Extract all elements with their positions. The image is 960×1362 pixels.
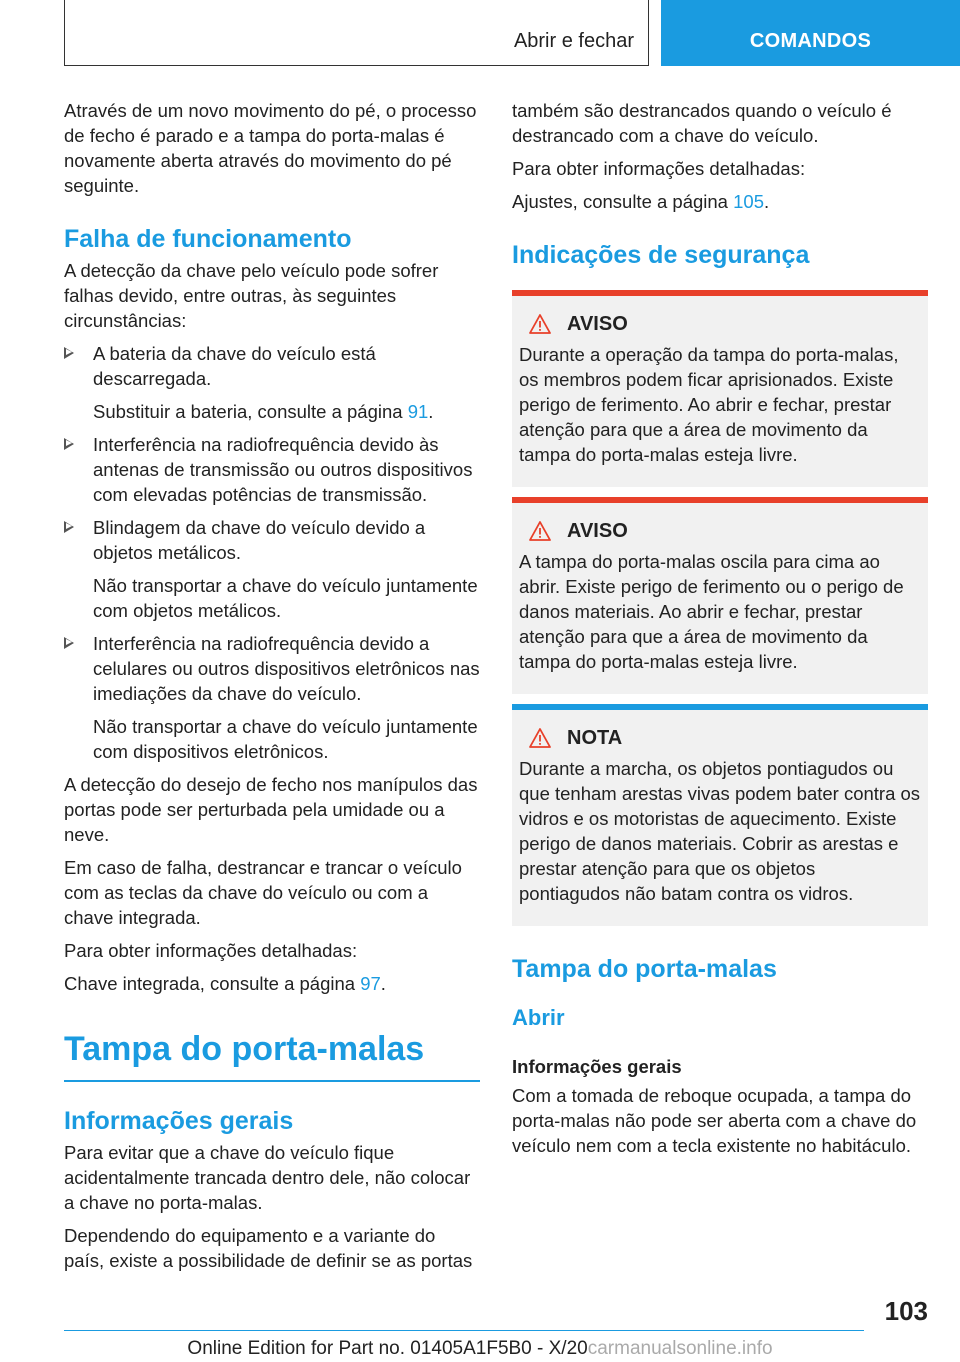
note-box [512, 704, 928, 926]
heading-abrir: Abrir [512, 1005, 565, 1030]
heading-info-right: Informações gerais [512, 1056, 682, 1077]
paragraph: Chave integrada, consulte a página 97. [64, 973, 386, 994]
triangle-bullet-icon [64, 521, 74, 533]
page-number: 103 [884, 1296, 928, 1326]
paragraph: A detecção do desejo de fecho nos manípulos das portas pode ser perturbada pela umidade ou a neve. [64, 774, 478, 845]
footer-rule [64, 1330, 864, 1331]
warning-triangle-icon [529, 314, 551, 334]
header-chapter-tab [661, 0, 960, 66]
warning-box [512, 290, 928, 487]
warning-triangle-icon [529, 728, 551, 748]
heading-tampa: Tampa do porta-malas [64, 1030, 425, 1068]
paragraph: A detecção da chave pelo veículo pode sofrer falhas devido, entre outras, às seguintes circunstâncias: [64, 260, 439, 331]
paragraph: Em caso de falha, destrancar e trancar o veículo com as teclas da chave do veículo ou com a chave integrada. [64, 857, 462, 928]
note-title: NOTA [567, 727, 623, 749]
warning-box [512, 497, 928, 694]
note-text: Durante a marcha, os objetos pontiagudos ou que tenham arestas vivas podem bater contra os vidros e os motoristas de aquecimento. Existe perigo de danos materiais. Cobrir as arestas e prestar atenção para que os objetos pontiagudos não batam contra os vidros. [519, 758, 921, 904]
paragraph: Com a tomada de reboque ocupada, a tampa do porta-malas não pode ser aberta com a chave do veículo nem com a tecla existente no habitáculo. [512, 1085, 917, 1156]
list-item [64, 341, 480, 424]
bullet-list [64, 341, 480, 764]
warning-text: A tampa do porta-malas oscila para cima ao abrir. Existe perigo de ferimento ou o perigo de danos materiais. Ao abrir e fechar, prestar atenção para que a área de movimento da tampa do porta-malas esteja livre. [519, 551, 904, 672]
heading-falha: Falha de funcionamento [64, 225, 352, 253]
list-item-sub: Não transportar a chave do veículo juntamente com objetos metálicos. [93, 575, 478, 621]
paragraph: Através de um novo movimento do pé, o processo de fecho é parado e a tampa do porta-malas é novamente aberta através do movimento do pé seguinte. [64, 100, 477, 196]
heading-tampa-right: Tampa do porta-malas [512, 955, 777, 983]
page-link[interactable]: 105 [733, 191, 764, 212]
paragraph: Ajustes, consulte a página 105. [512, 191, 770, 212]
page-link[interactable]: 97 [360, 973, 381, 994]
paragraph: também são destrancados quando o veículo é destrancado com a chave do veículo. [512, 100, 892, 146]
list-item-sub: Substituir a bateria, consulte a página 91. [93, 401, 434, 422]
header-section-title: Abrir e fechar [513, 30, 634, 52]
triangle-bullet-icon [64, 637, 74, 649]
list-item [64, 432, 480, 507]
list-item [64, 631, 480, 764]
warning-text: Durante a operação da tampa do porta-malas, os membros podem ficar aprisionados. Existe perigo de ferimento. Ao abrir e fechar, prestar atenção para que a área de movimento da tampa do porta-malas esteja livre. [519, 344, 899, 465]
list-item-text: A bateria da chave do veículo está descarregada. [93, 343, 376, 389]
header-section-box [64, 0, 649, 66]
list-item-text: Blindagem da chave do veículo devido a objetos metálicos. [93, 517, 426, 563]
right-column [512, 98, 928, 1166]
warning-title: AVISO [567, 313, 628, 335]
heading-seguranca: Indicações de segurança [512, 241, 810, 269]
list-item [64, 515, 480, 623]
footer-edition: Online Edition for Part no. 01405A1F5B0 - X/20carmanualsonline.info [187, 1338, 773, 1359]
page-link[interactable]: 91 [407, 401, 429, 422]
paragraph: Dependendo do equipamento e a variante do país, existe a possibilidade de definir se as portas [64, 1224, 473, 1271]
watermark: carmanualsonline.info [587, 1338, 773, 1359]
heading-info: Informações gerais [64, 1106, 294, 1135]
heading-rule [64, 1080, 480, 1082]
list-item-text: Interferência na radiofrequência devido a celulares ou outros dispositivos eletrônicos nas imediações da chave do veículo. [93, 633, 480, 704]
header-chapter-title: COMANDOS [749, 30, 872, 52]
triangle-bullet-icon [64, 438, 74, 450]
paragraph: Para evitar que a chave do veículo fique acidentalmente trancada dentro dele, não colocar a chave no porta-malas. [64, 1141, 471, 1213]
warning-triangle-icon [529, 521, 551, 541]
paragraph: Para obter informações detalhadas: [64, 940, 358, 961]
left-column [64, 98, 480, 1281]
paragraph: Para obter informações detalhadas: [512, 158, 806, 179]
list-item-sub: Não transportar a chave do veículo juntamente com dispositivos eletrônicos. [93, 716, 478, 762]
warning-title: AVISO [567, 520, 628, 542]
list-item-text: Interferência na radiofrequência devido às antenas de transmissão ou outros dispositivos com elevadas potências de transmissão. [93, 434, 473, 505]
triangle-bullet-icon [64, 347, 74, 359]
